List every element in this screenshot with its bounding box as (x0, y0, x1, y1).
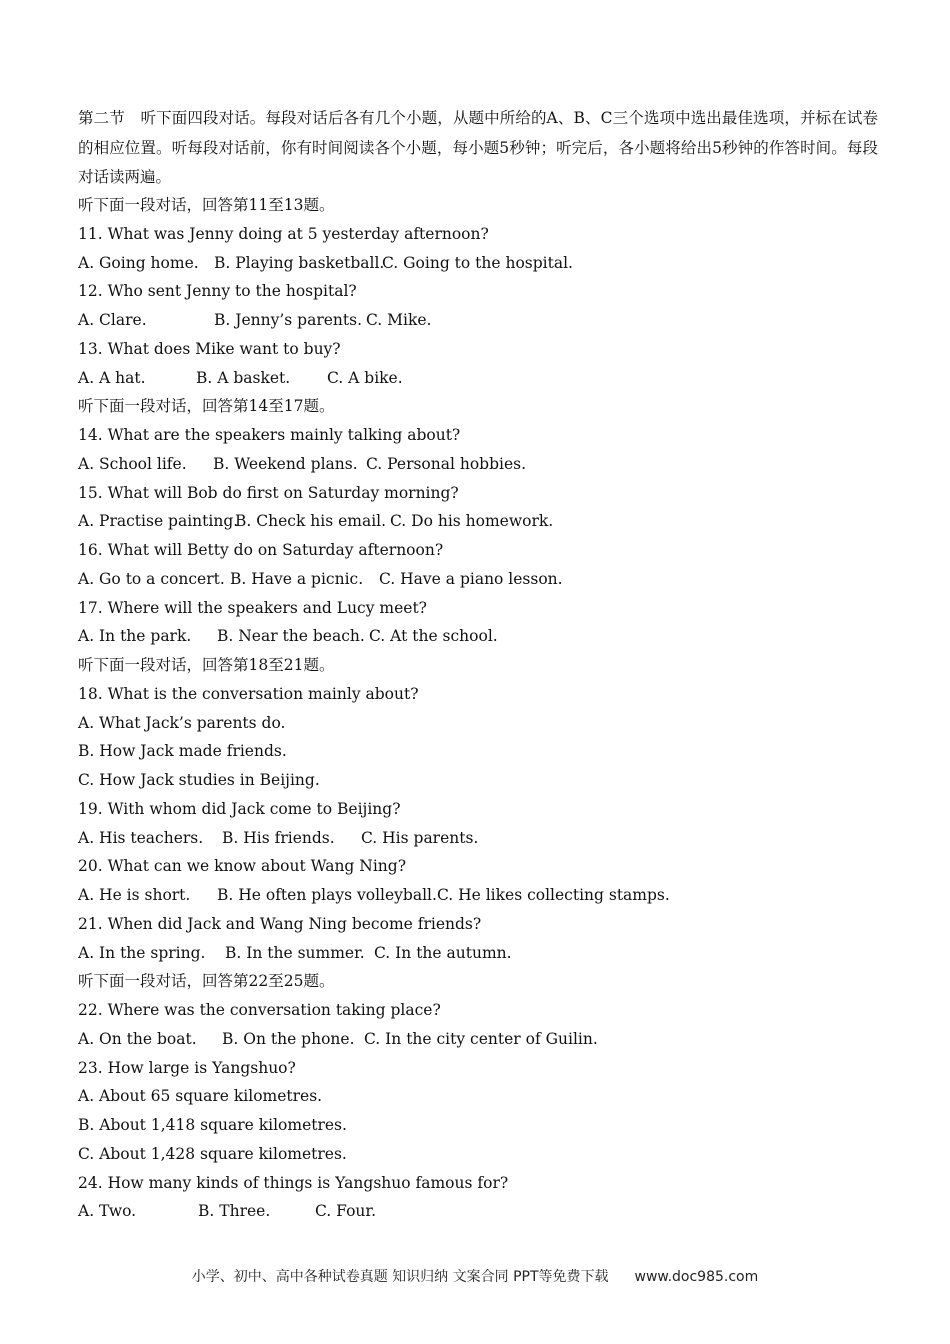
option-b: B. Have a picnic. (230, 569, 364, 588)
option-b: B. A basket. (196, 368, 291, 387)
option-a: A. On the boat. (78, 1029, 197, 1048)
option-a: A. Practise painting. (78, 512, 239, 531)
question: 20. What can we know about Wang Ning? (78, 857, 407, 876)
options-row (78, 364, 898, 393)
question: 23. How large is Yangshuo? (78, 1058, 296, 1077)
option-b: B. In the summer. (225, 943, 365, 962)
question: 16. What will Betty do on Saturday afternoon? (78, 541, 444, 559)
option-c: C. A bike. (327, 368, 403, 387)
option-a: A. Going home. (78, 253, 199, 272)
options-row (78, 824, 898, 853)
footer-text: 小学、初中、高中各种试卷真题 知识归纳 文案合同 PPT等免费下载 (191, 1269, 609, 1285)
question: 24. How many kinds of things is Yangshuo famous for? (78, 1173, 509, 1192)
option-b: B. Near the beach. (217, 627, 365, 646)
options-row (78, 507, 898, 536)
question: 18. What is the conversation mainly about? (78, 684, 419, 703)
option-b: B. Weekend plans. (213, 454, 358, 473)
option-line: A. What Jack’s parents do. (78, 713, 286, 732)
option-b: B. His friends. (222, 828, 335, 847)
option-a: A. In the park. (78, 627, 192, 646)
dialogue-instruction: 听下面一段对话，回答第18至21题。 (78, 656, 335, 674)
options-row (78, 565, 898, 594)
option-c: C. He likes collecting stamps. (436, 886, 670, 904)
question: 19. With whom did Jack come to Beijing? (78, 799, 401, 818)
option-c: C. Going to the hospital. (382, 253, 573, 272)
question: 17. Where will the speakers and Lucy meet? (78, 598, 427, 617)
option-b: B. Three. (198, 1202, 271, 1221)
dialogue-instruction: 听下面一段对话，回答第11至13题。 (78, 196, 335, 214)
option-c: C. His parents. (361, 828, 479, 847)
option-a: A. A hat. (78, 368, 146, 387)
options-row (78, 1025, 898, 1054)
section-intro: 第二节 听下面四段对话。每段对话后各有几个小题，从题中所给的A、B、C三个选项中选出最佳选项，并标在试卷的相应位置。听每段对话前，你有时间阅读各个小题，每小题5秒钟；听完后，各小题将给出5秒钟的作答时间。每段对话读两遍。 (78, 109, 878, 186)
option-a: A. Clare. (78, 311, 147, 329)
question: 13. What does Mike want to buy? (78, 339, 341, 358)
question: 12. Who sent Jenny to the hospital? (78, 282, 357, 301)
page-footer (0, 1266, 950, 1286)
option-a: A. Two. (78, 1202, 137, 1221)
option-b: B. Jenny’s parents. (214, 311, 362, 329)
option-c: C. Four. (315, 1202, 377, 1221)
option-line: C. How Jack studies in Beijing. (78, 771, 320, 789)
dialogue-instruction: 听下面一段对话，回答第22至25题。 (78, 972, 335, 991)
options-row (78, 939, 898, 968)
footer-site-link[interactable]: www.doc985.com (634, 1269, 759, 1285)
options-row (78, 450, 898, 479)
question: 14. What are the speakers mainly talking about? (78, 426, 461, 444)
question-list (78, 191, 898, 1226)
option-line: C. About 1,428 square kilometres. (78, 1144, 347, 1163)
options-row (78, 306, 898, 335)
option-b: B. Playing basketball. (214, 253, 385, 272)
dialogue-instruction: 听下面一段对话，回答第14至17题。 (78, 397, 335, 416)
option-line: A. About 65 square kilometres. (78, 1087, 323, 1106)
question: 11. What was Jenny doing at 5 yesterday afternoon? (78, 224, 489, 243)
question: 22. Where was the conversation taking place? (78, 1001, 441, 1019)
options-row (78, 881, 898, 910)
option-a: A. In the spring. (78, 943, 206, 962)
option-c: C. Have a piano lesson. (379, 569, 563, 588)
option-c: C. In the city center of Guilin. (364, 1029, 598, 1048)
option-line: B. About 1,418 square kilometres. (78, 1116, 347, 1134)
option-c: C. Mike. (366, 311, 432, 329)
option-a: A. School life. (78, 454, 187, 473)
option-c: C. Personal hobbies. (366, 454, 527, 473)
option-b: B. Check his email. (235, 512, 387, 531)
option-a: A. His teachers. (78, 828, 204, 847)
option-a: A. Go to a concert. (78, 569, 225, 588)
option-c: C. At the school. (369, 627, 498, 646)
options-row (78, 1197, 898, 1226)
option-a: A. He is short. (78, 886, 191, 904)
question: 21. When did Jack and Wang Ning become friends? (78, 914, 482, 933)
options-row (78, 622, 898, 651)
options-row (78, 249, 898, 278)
option-c: C. In the autumn. (374, 943, 512, 962)
option-line: B. How Jack made friends. (78, 742, 287, 761)
question: 15. What will Bob do first on Saturday morning? (78, 483, 459, 502)
option-b: B. He often plays volleyball. (217, 886, 437, 904)
option-b: B. On the phone. (222, 1029, 355, 1048)
option-c: C. Do his homework. (390, 512, 554, 531)
